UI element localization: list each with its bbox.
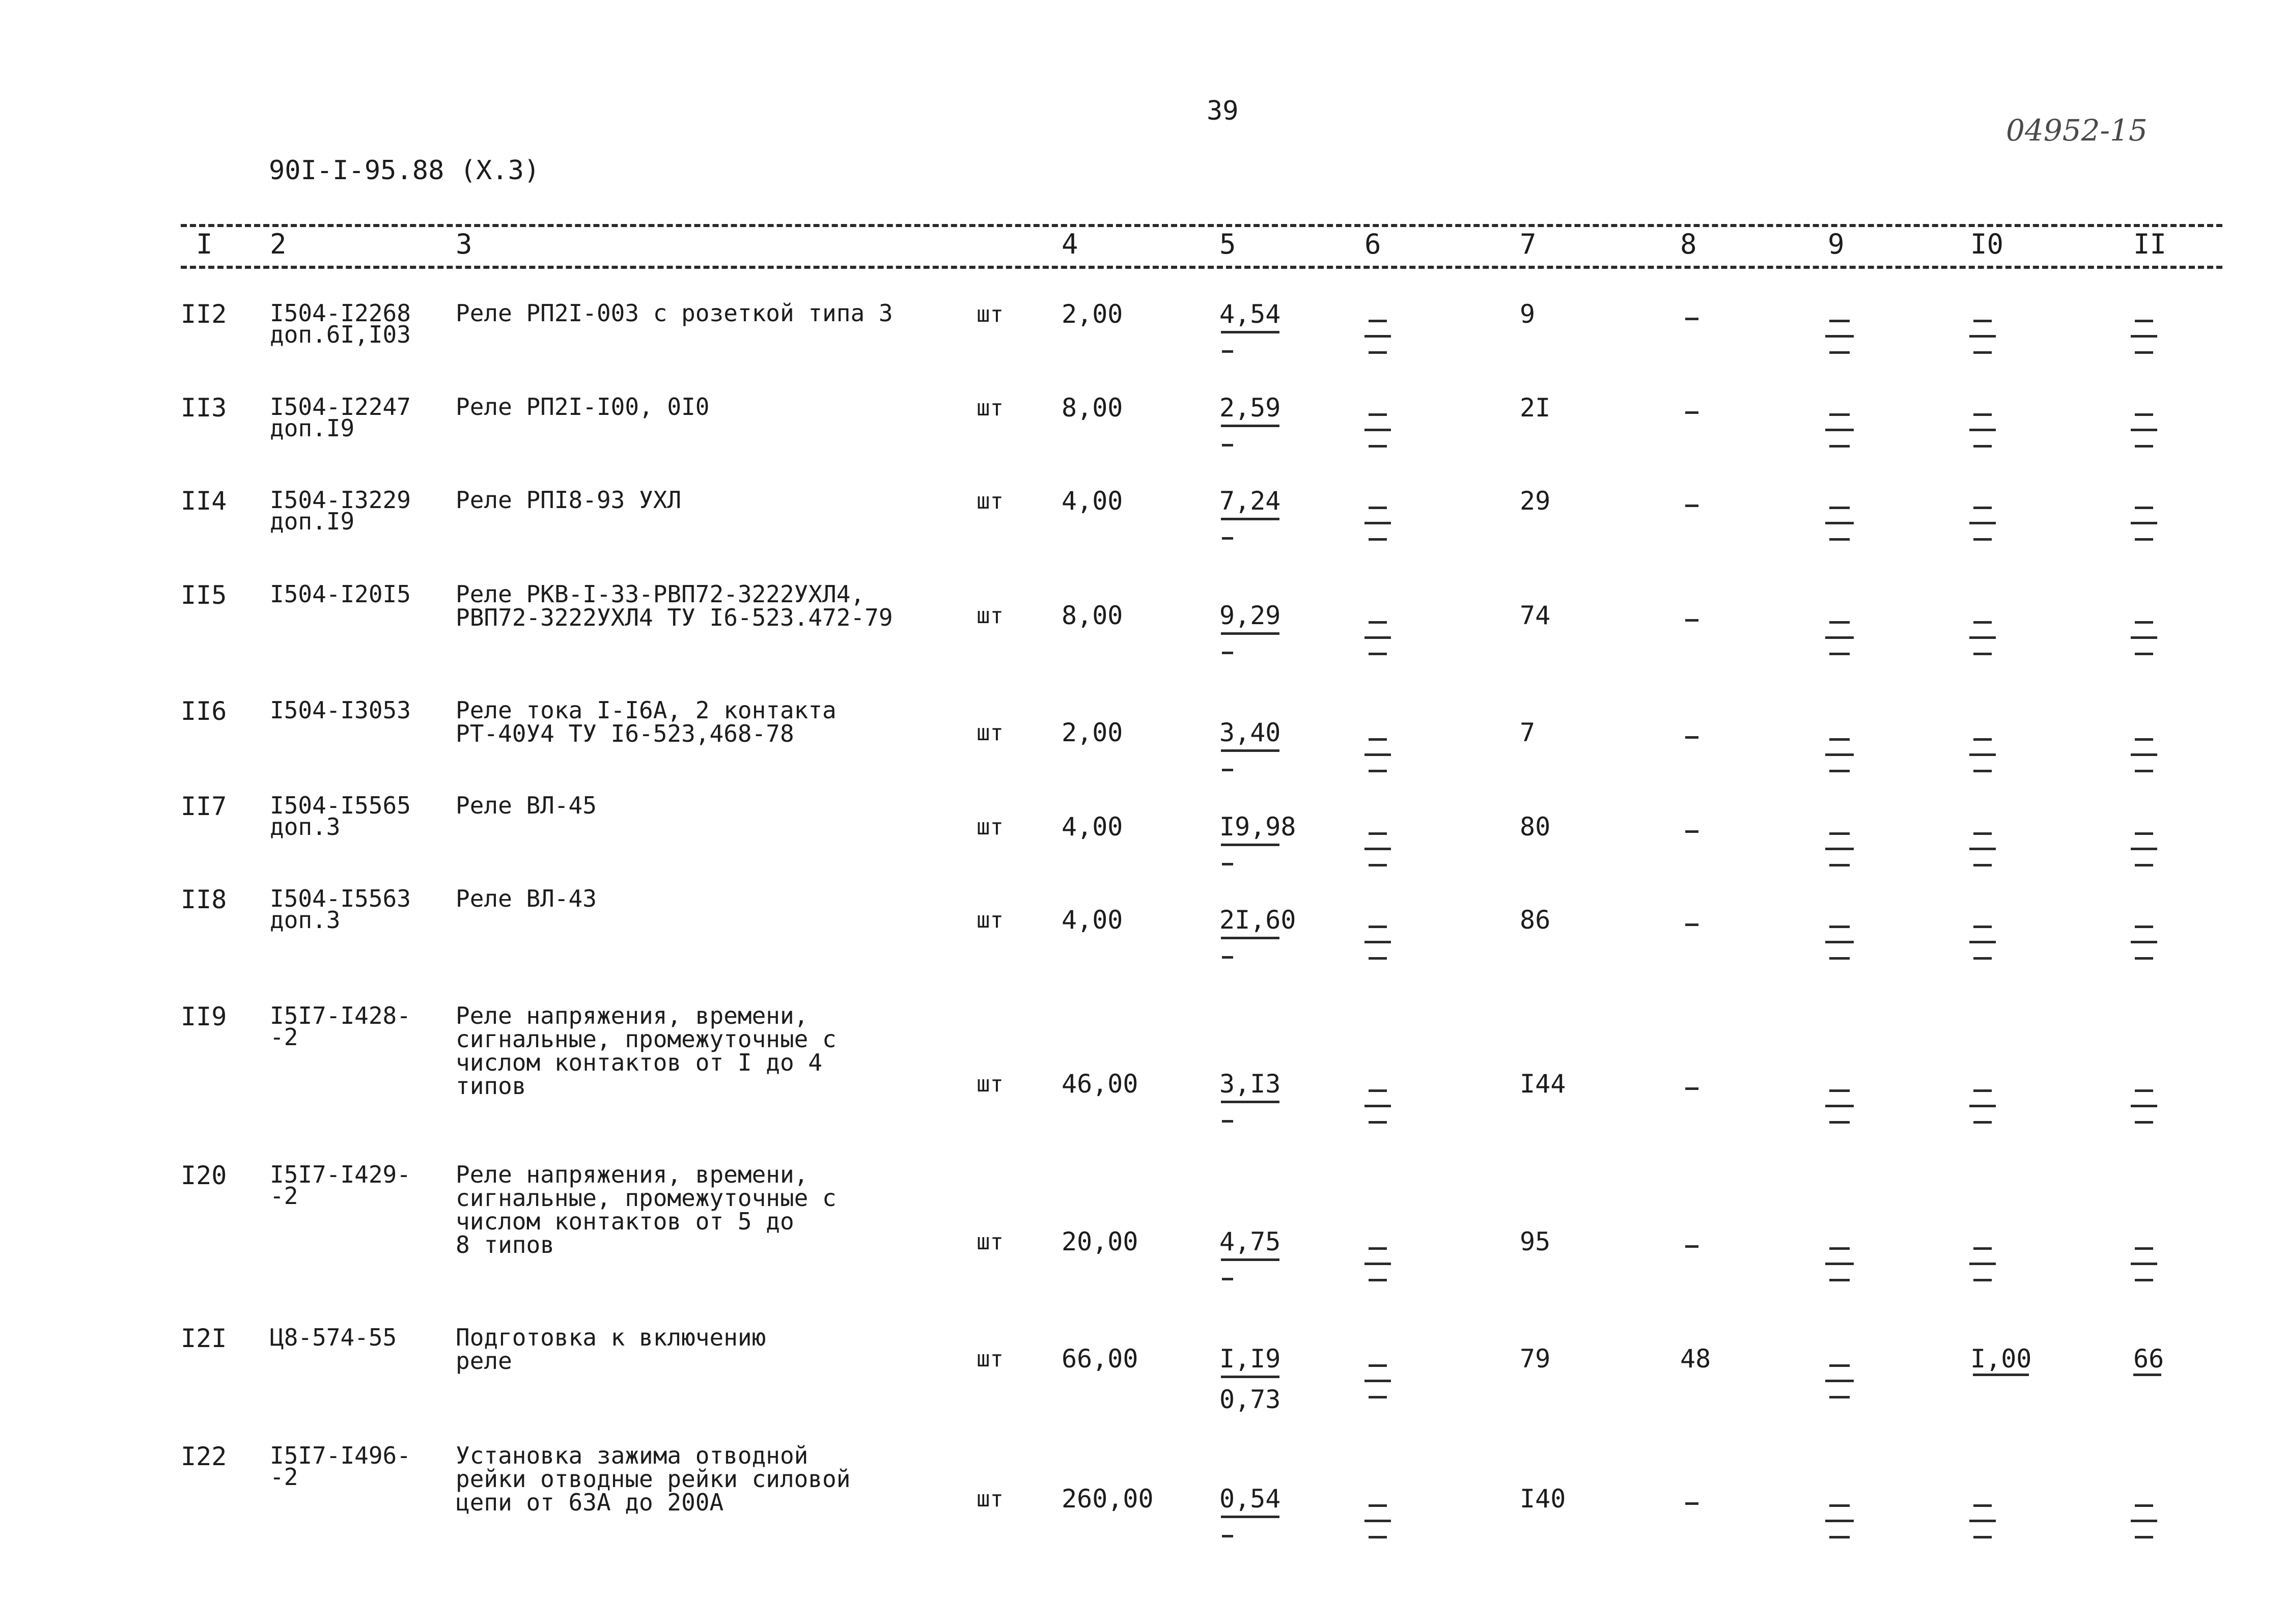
row-name-line: РВП72-3222УХЛ4 ТУ I6-523.472-79 bbox=[456, 604, 893, 631]
row-col10 bbox=[1970, 1484, 1986, 1514]
row-unit: шт bbox=[977, 488, 1004, 514]
row-col6 bbox=[1364, 1484, 1380, 1514]
dash-stroke bbox=[1364, 941, 1391, 943]
dash-stroke bbox=[2135, 957, 2153, 960]
dash-stroke bbox=[1973, 770, 1992, 772]
row-total: 86 bbox=[1520, 905, 1551, 935]
row-name-line: числом контактов от I до 4 bbox=[456, 1049, 823, 1076]
dash-stroke bbox=[1825, 1380, 1854, 1382]
dash-stroke bbox=[1369, 538, 1387, 541]
row-quantity: 2,00 bbox=[1062, 718, 1123, 747]
row-total: 79 bbox=[1520, 1344, 1551, 1374]
row-total: 2I bbox=[1520, 393, 1551, 423]
row-unit: шт bbox=[977, 814, 1004, 840]
row-code: I504-I5565 bbox=[270, 792, 411, 819]
dash-stroke bbox=[1369, 351, 1387, 354]
row-total: I40 bbox=[1520, 1484, 1566, 1514]
dash-stroke bbox=[1973, 538, 1992, 541]
price-underline bbox=[1221, 749, 1279, 752]
row-unit: шт bbox=[977, 907, 1004, 933]
row-col6 bbox=[1364, 718, 1380, 747]
header-top-rule bbox=[181, 224, 2222, 227]
row-quantity: 4,00 bbox=[1062, 812, 1123, 842]
price-underline bbox=[1221, 937, 1279, 939]
row-col8: 48 bbox=[1680, 1344, 1711, 1374]
dash-stroke bbox=[1364, 1380, 1391, 1382]
row-name-line: типов bbox=[456, 1072, 526, 1100]
row-unit-price-2 bbox=[1222, 753, 1237, 783]
row-number: II4 bbox=[181, 486, 227, 516]
row-unit-price-2 bbox=[1222, 522, 1237, 551]
row-code: Ц8-574-55 bbox=[270, 1324, 397, 1351]
dash-stroke bbox=[2135, 538, 2153, 541]
dash-stroke bbox=[2135, 1279, 2153, 1281]
row-col10 bbox=[1970, 812, 1986, 842]
row-col8 bbox=[1685, 812, 1701, 842]
dash-stroke bbox=[1973, 445, 1992, 447]
price-underline bbox=[1221, 518, 1279, 520]
dash-stroke bbox=[1969, 1263, 1996, 1265]
row-unit-price: 4,54 bbox=[1219, 299, 1281, 329]
row-name-line: Подготовка к включению bbox=[456, 1324, 766, 1351]
dash-stroke bbox=[1969, 753, 1996, 756]
dash-stroke bbox=[1364, 335, 1391, 338]
row-unit-price: 2I,60 bbox=[1219, 905, 1296, 935]
row-code: I5I7-I429- bbox=[270, 1161, 411, 1188]
dash-stroke bbox=[1369, 1536, 1387, 1538]
row-total: 74 bbox=[1520, 601, 1551, 630]
col10-underline bbox=[1973, 1374, 2029, 1376]
column-header-3: 3 bbox=[456, 228, 472, 260]
row-name-line: Реле РП2I-003 с розеткой типа 3 bbox=[456, 299, 893, 327]
row-col8 bbox=[1685, 299, 1701, 329]
row-code-supplement: доп.6I,I03 bbox=[270, 321, 411, 348]
row-col9 bbox=[1828, 393, 1843, 423]
row-unit-price: 3,I3 bbox=[1219, 1069, 1281, 1099]
column-header-2: 2 bbox=[270, 228, 287, 260]
dash-stroke bbox=[1969, 1520, 1996, 1522]
col11-underline bbox=[2133, 1374, 2161, 1376]
dash-stroke bbox=[1825, 522, 1854, 524]
dash-stroke bbox=[1973, 1121, 1992, 1124]
dash-stroke bbox=[1969, 335, 1996, 338]
row-name-line: цепи от 63А до 200А bbox=[456, 1489, 724, 1516]
row-unit-price-2 bbox=[1222, 636, 1237, 666]
dash-stroke bbox=[1369, 864, 1387, 866]
row-unit-price: 9,29 bbox=[1219, 601, 1281, 630]
row-number: II9 bbox=[181, 1002, 227, 1031]
row-name-line: Реле ВЛ-45 bbox=[456, 792, 597, 819]
row-unit-price: 0,54 bbox=[1219, 1484, 1281, 1514]
row-unit-price: 2,59 bbox=[1219, 393, 1281, 423]
row-name-line: Реле РКВ-I-33-РВП72-3222УХЛ4, bbox=[456, 580, 865, 608]
row-col11 bbox=[2133, 486, 2149, 516]
dash-stroke bbox=[1973, 864, 1992, 866]
row-col11: 66 bbox=[2133, 1344, 2164, 1374]
row-name-line: Установка зажима отводной bbox=[456, 1442, 809, 1469]
row-quantity: 8,00 bbox=[1062, 393, 1123, 423]
dash-stroke bbox=[1829, 538, 1850, 541]
dash-stroke bbox=[1829, 351, 1850, 354]
row-col10 bbox=[1970, 1069, 1986, 1099]
row-code-supplement: -2 bbox=[270, 1023, 298, 1051]
archive-stamp: 04952-15 bbox=[2006, 113, 2148, 148]
row-unit: шт bbox=[977, 395, 1004, 421]
dash-stroke bbox=[1369, 957, 1387, 960]
row-col6 bbox=[1364, 905, 1380, 935]
price-underline bbox=[1221, 1101, 1279, 1103]
row-unit-price-2 bbox=[1222, 335, 1237, 365]
row-col6 bbox=[1364, 393, 1380, 423]
row-total: 80 bbox=[1520, 812, 1551, 842]
row-col6 bbox=[1364, 1069, 1380, 1099]
row-name-line: реле bbox=[456, 1347, 512, 1375]
row-col11 bbox=[2133, 393, 2149, 423]
dash-stroke bbox=[1969, 848, 1996, 850]
row-unit-price: 4,75 bbox=[1219, 1227, 1281, 1256]
dash-stroke bbox=[2131, 753, 2157, 756]
row-name-line: РТ-40У4 ТУ I6-523,468-78 bbox=[456, 720, 794, 747]
dash-stroke bbox=[2135, 770, 2153, 772]
row-col6 bbox=[1364, 812, 1380, 842]
dash-stroke bbox=[2131, 1263, 2157, 1265]
row-code: I504-I5563 bbox=[270, 885, 411, 912]
row-unit: шт bbox=[977, 1071, 1004, 1097]
dash-stroke bbox=[1364, 753, 1391, 756]
column-header-6: 6 bbox=[1364, 228, 1381, 260]
row-col9 bbox=[1828, 601, 1843, 630]
dash-stroke bbox=[1829, 1536, 1850, 1538]
dash-stroke bbox=[1369, 1121, 1387, 1124]
row-unit-price: I,I9 bbox=[1219, 1344, 1281, 1374]
row-col9 bbox=[1828, 1227, 1843, 1256]
dash-stroke bbox=[1825, 1520, 1854, 1522]
row-col10: I,00 bbox=[1970, 1344, 2032, 1374]
price-underline bbox=[1221, 331, 1279, 333]
dash-stroke bbox=[1825, 335, 1854, 338]
dash-stroke bbox=[1969, 429, 1996, 431]
price-underline bbox=[1221, 844, 1279, 846]
dash-stroke bbox=[1969, 1105, 1996, 1107]
row-unit-price-2: 0,73 bbox=[1219, 1385, 1281, 1414]
dash-stroke bbox=[1829, 1396, 1850, 1398]
row-col6 bbox=[1364, 1344, 1380, 1374]
row-code: I504-I2247 bbox=[270, 393, 411, 421]
dash-stroke bbox=[1364, 848, 1391, 850]
row-code: I504-I3053 bbox=[270, 696, 411, 724]
row-col11 bbox=[2133, 1227, 2149, 1256]
dash-stroke bbox=[2131, 848, 2157, 850]
row-col10 bbox=[1970, 905, 1986, 935]
row-col6 bbox=[1364, 299, 1380, 329]
row-col8 bbox=[1685, 1069, 1701, 1099]
row-quantity: 4,00 bbox=[1062, 905, 1123, 935]
row-unit-price-2 bbox=[1222, 1263, 1237, 1292]
column-header-7: 7 bbox=[1520, 228, 1537, 260]
dash-stroke bbox=[1973, 1536, 1992, 1538]
row-quantity: 4,00 bbox=[1062, 486, 1123, 516]
price-underline bbox=[1221, 1516, 1279, 1518]
row-col8 bbox=[1685, 1484, 1701, 1514]
row-col8 bbox=[1685, 601, 1701, 630]
dash-stroke bbox=[1973, 653, 1992, 655]
column-header-10: I0 bbox=[1970, 228, 2004, 260]
row-col8 bbox=[1685, 905, 1701, 935]
row-col9 bbox=[1828, 1069, 1843, 1099]
row-name-line: числом контактов от 5 до bbox=[456, 1208, 794, 1235]
row-unit: шт bbox=[977, 1229, 1004, 1255]
dash-stroke bbox=[1364, 1105, 1391, 1107]
dash-stroke bbox=[1973, 1279, 1992, 1281]
row-col6 bbox=[1364, 1227, 1380, 1256]
row-total: 95 bbox=[1520, 1227, 1551, 1256]
row-name-line: Реле РПI8-93 УХЛ bbox=[456, 486, 682, 514]
row-unit-price-2 bbox=[1222, 941, 1237, 970]
dash-stroke bbox=[1369, 653, 1387, 655]
row-col10 bbox=[1970, 393, 1986, 423]
dash-stroke bbox=[1364, 522, 1391, 524]
dash-stroke bbox=[2131, 1105, 2157, 1107]
row-code: I504-I2268 bbox=[270, 299, 411, 327]
row-number: I20 bbox=[181, 1161, 227, 1190]
dash-stroke bbox=[1829, 653, 1850, 655]
column-header-5: 5 bbox=[1219, 228, 1236, 260]
row-col11 bbox=[2133, 812, 2149, 842]
row-total: 9 bbox=[1520, 299, 1536, 329]
dash-stroke bbox=[2135, 864, 2153, 866]
dash-stroke bbox=[1829, 770, 1850, 772]
row-name-line: Реле РП2I-I00, 0I0 bbox=[456, 393, 710, 421]
row-quantity: 8,00 bbox=[1062, 601, 1123, 630]
row-number: I22 bbox=[181, 1442, 227, 1471]
row-unit: шт bbox=[977, 1486, 1004, 1512]
row-code-supplement: доп.I9 bbox=[270, 508, 355, 535]
row-code-supplement: -2 bbox=[270, 1463, 298, 1491]
dash-stroke bbox=[2135, 1536, 2153, 1538]
price-underline bbox=[1221, 1258, 1279, 1261]
dash-stroke bbox=[1829, 864, 1850, 866]
dash-stroke bbox=[2135, 445, 2153, 447]
dash-stroke bbox=[1825, 848, 1854, 850]
row-code-supplement: доп.3 bbox=[270, 813, 341, 841]
document-code: 90I-I-95.88 (X.3) bbox=[269, 155, 540, 186]
row-col11 bbox=[2133, 299, 2149, 329]
row-col11 bbox=[2133, 601, 2149, 630]
row-quantity: 20,00 bbox=[1062, 1227, 1138, 1256]
row-unit-price-2 bbox=[1222, 1520, 1237, 1549]
row-unit-price-2 bbox=[1222, 429, 1237, 458]
row-col11 bbox=[2133, 718, 2149, 747]
dash-stroke bbox=[2135, 351, 2153, 354]
row-col10 bbox=[1970, 718, 1986, 747]
column-header-11: II bbox=[2133, 228, 2167, 260]
dash-stroke bbox=[2135, 1121, 2153, 1124]
row-total: 7 bbox=[1520, 718, 1536, 747]
row-quantity: 66,00 bbox=[1062, 1344, 1138, 1374]
dash-stroke bbox=[2131, 941, 2157, 943]
row-name-line: Реле напряжения, времени, bbox=[456, 1002, 809, 1029]
row-col9 bbox=[1828, 1344, 1843, 1374]
row-number: II3 bbox=[181, 393, 227, 423]
row-number: II7 bbox=[181, 792, 227, 821]
row-number: II2 bbox=[181, 299, 227, 329]
row-quantity: 260,00 bbox=[1062, 1484, 1154, 1514]
row-total: 29 bbox=[1520, 486, 1551, 516]
row-name-line: Реле ВЛ-43 bbox=[456, 885, 597, 912]
row-code-supplement: -2 bbox=[270, 1182, 298, 1210]
row-col6 bbox=[1364, 601, 1380, 630]
dash-stroke bbox=[1825, 1105, 1854, 1107]
dash-stroke bbox=[1969, 522, 1996, 524]
row-code: I504-I3229 bbox=[270, 486, 411, 514]
row-col10 bbox=[1970, 486, 1986, 516]
row-col8 bbox=[1685, 718, 1701, 747]
row-code-supplement: доп.3 bbox=[270, 906, 341, 934]
dash-stroke bbox=[1829, 957, 1850, 960]
row-code: I5I7-I428- bbox=[270, 1002, 411, 1029]
header-bottom-rule bbox=[181, 266, 2222, 269]
dash-stroke bbox=[1364, 429, 1391, 431]
dash-stroke bbox=[2131, 1520, 2157, 1522]
row-number: II6 bbox=[181, 696, 227, 726]
row-code-supplement: доп.I9 bbox=[270, 414, 355, 442]
page-number: 39 bbox=[1207, 96, 1239, 126]
column-header-4: 4 bbox=[1062, 228, 1078, 260]
row-name-line: сигнальные, промежуточные с bbox=[456, 1184, 837, 1212]
dash-stroke bbox=[1829, 1279, 1850, 1281]
dash-stroke bbox=[1825, 941, 1854, 943]
dash-stroke bbox=[1829, 445, 1850, 447]
row-col11 bbox=[2133, 1069, 2149, 1099]
dash-stroke bbox=[1825, 1263, 1854, 1265]
column-header-8: 8 bbox=[1680, 228, 1697, 260]
row-number: II8 bbox=[181, 885, 227, 914]
dash-stroke bbox=[1969, 636, 1996, 639]
row-name-line: Реле напряжения, времени, bbox=[456, 1161, 809, 1188]
row-name-line: Реле тока I-I6А, 2 контакта bbox=[456, 696, 837, 724]
dash-stroke bbox=[1969, 941, 1996, 943]
row-unit-price: 7,24 bbox=[1219, 486, 1281, 516]
row-unit-price: I9,98 bbox=[1219, 812, 1296, 842]
row-name-line: рейки отводные рейки силовой bbox=[456, 1465, 851, 1493]
row-unit-price-2 bbox=[1222, 1105, 1237, 1134]
row-col8 bbox=[1685, 486, 1701, 516]
row-unit: шт bbox=[977, 603, 1004, 629]
dash-stroke bbox=[1973, 351, 1992, 354]
column-header-1: I bbox=[196, 228, 213, 260]
row-unit-price: 3,40 bbox=[1219, 718, 1281, 747]
row-number: I2I bbox=[181, 1324, 227, 1353]
dash-stroke bbox=[1369, 1279, 1387, 1281]
dash-stroke bbox=[1973, 957, 1992, 960]
row-name-line: 8 типов bbox=[456, 1231, 554, 1258]
row-name-line: сигнальные, промежуточные с bbox=[456, 1025, 837, 1053]
dash-stroke bbox=[1825, 753, 1854, 756]
row-col9 bbox=[1828, 486, 1843, 516]
row-col8 bbox=[1685, 393, 1701, 423]
row-code: I504-I20I5 bbox=[270, 580, 411, 608]
row-col11 bbox=[2133, 905, 2149, 935]
dash-stroke bbox=[2131, 335, 2157, 338]
row-col9 bbox=[1828, 1484, 1843, 1514]
dash-stroke bbox=[2135, 653, 2153, 655]
row-unit: шт bbox=[977, 1346, 1004, 1372]
column-header-9: 9 bbox=[1828, 228, 1845, 260]
row-col9 bbox=[1828, 299, 1843, 329]
dash-stroke bbox=[2131, 522, 2157, 524]
price-underline bbox=[1221, 1376, 1279, 1378]
dash-stroke bbox=[2131, 636, 2157, 639]
row-col11 bbox=[2133, 1484, 2149, 1514]
row-col9 bbox=[1828, 718, 1843, 747]
dash-stroke bbox=[1369, 445, 1387, 447]
dash-stroke bbox=[1825, 429, 1854, 431]
row-col6 bbox=[1364, 486, 1380, 516]
price-underline bbox=[1221, 425, 1279, 427]
dash-stroke bbox=[1364, 1520, 1391, 1522]
row-col8 bbox=[1685, 1227, 1701, 1256]
dash-stroke bbox=[2131, 429, 2157, 431]
row-unit-price-2 bbox=[1222, 848, 1237, 877]
row-col10 bbox=[1970, 601, 1986, 630]
row-unit: шт bbox=[977, 301, 1004, 327]
price-underline bbox=[1221, 632, 1279, 635]
row-quantity: 2,00 bbox=[1062, 299, 1123, 329]
row-number: II5 bbox=[181, 580, 227, 610]
dash-stroke bbox=[1825, 636, 1854, 639]
dash-stroke bbox=[1829, 1121, 1850, 1124]
row-col10 bbox=[1970, 1227, 1986, 1256]
dash-stroke bbox=[1369, 1396, 1387, 1398]
row-col9 bbox=[1828, 905, 1843, 935]
dash-stroke bbox=[1364, 1263, 1391, 1265]
row-col10 bbox=[1970, 299, 1986, 329]
row-quantity: 46,00 bbox=[1062, 1069, 1138, 1099]
row-unit: шт bbox=[977, 720, 1004, 746]
row-col9 bbox=[1828, 812, 1843, 842]
row-code: I5I7-I496- bbox=[270, 1442, 411, 1469]
row-total: I44 bbox=[1520, 1069, 1566, 1099]
dash-stroke bbox=[1364, 636, 1391, 639]
dash-stroke bbox=[1369, 770, 1387, 772]
